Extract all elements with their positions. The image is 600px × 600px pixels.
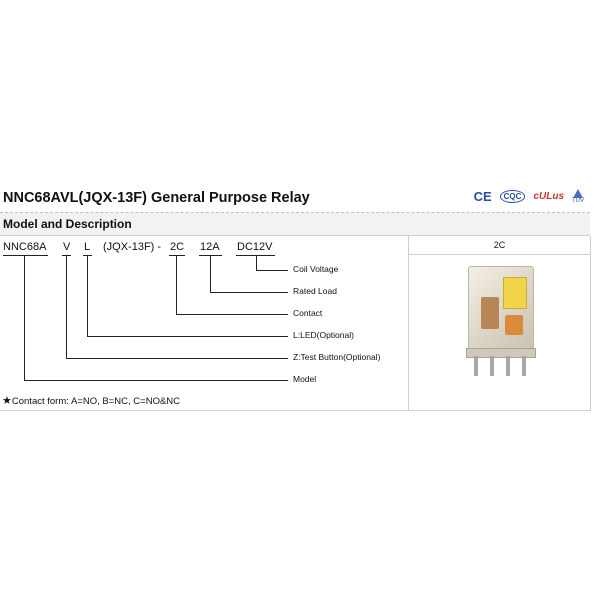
connector-led-v <box>87 256 88 336</box>
connector-test-h <box>66 358 288 359</box>
cqc-mark-icon: CQC <box>500 190 526 203</box>
code-coil-voltage: DC12V <box>237 241 273 253</box>
contact-form-footnote <box>2 394 180 407</box>
tuv-mark-label: TÜV <box>572 198 584 204</box>
relay-pin <box>506 356 510 376</box>
connector-contact-v <box>176 256 177 314</box>
code-test-button: V <box>63 241 71 253</box>
connector-test-v <box>66 256 67 358</box>
certification-marks <box>474 189 584 204</box>
underline-model <box>3 255 48 256</box>
star-icon: ★ <box>2 395 12 407</box>
underline-contact <box>169 255 185 256</box>
code-model: NNC68A <box>3 241 47 253</box>
code-jqx: (JQX-13F) - <box>103 241 162 253</box>
product-image-header: 2C <box>409 236 590 255</box>
connector-model-v <box>24 256 25 380</box>
tuv-mark-icon <box>572 189 584 204</box>
section-title: Model and Description <box>3 217 132 231</box>
relay-spec-sheet <box>0 186 590 410</box>
label-coil-voltage: Coil Voltage <box>293 264 339 274</box>
title-row <box>0 186 590 213</box>
label-test-button: Z:Test Button(Optional) <box>293 352 381 362</box>
relay-housing <box>468 266 534 352</box>
label-model: Model <box>293 374 317 384</box>
code-contact: 2C <box>170 241 185 253</box>
connector-model-h <box>24 380 288 381</box>
label-rated-load: Rated Load <box>293 286 337 296</box>
connector-rated-h <box>210 292 288 293</box>
relay-product-image <box>464 266 536 376</box>
relay-pin <box>474 356 478 376</box>
relay-label-strip <box>503 277 527 309</box>
code-led: L <box>84 241 91 253</box>
connector-rated-v <box>210 256 211 292</box>
label-contact: Contact <box>293 308 323 318</box>
relay-contact <box>505 315 523 335</box>
connector-contact-h <box>176 314 288 315</box>
relay-pin <box>490 356 494 376</box>
ul-mark-icon: cULus <box>533 191 564 202</box>
ce-mark-icon: CE <box>473 189 492 204</box>
model-description-pane <box>0 236 409 411</box>
tuv-triangle-icon <box>573 189 583 198</box>
product-image-pane <box>409 236 591 411</box>
connector-led-h <box>87 336 288 337</box>
relay-coil <box>481 297 499 329</box>
section-header <box>0 213 590 236</box>
connector-coil-v <box>256 256 257 270</box>
relay-pin <box>522 356 526 376</box>
code-rated-load: 12A <box>200 241 220 253</box>
page-title: NNC68AVL(JQX-13F) General Purpose Relay <box>3 190 310 206</box>
connector-coil-h <box>256 270 288 271</box>
footnote-text: Contact form: A=NO, B=NC, C=NO&NC <box>11 396 181 407</box>
label-led: L:LED(Optional) <box>293 330 354 340</box>
